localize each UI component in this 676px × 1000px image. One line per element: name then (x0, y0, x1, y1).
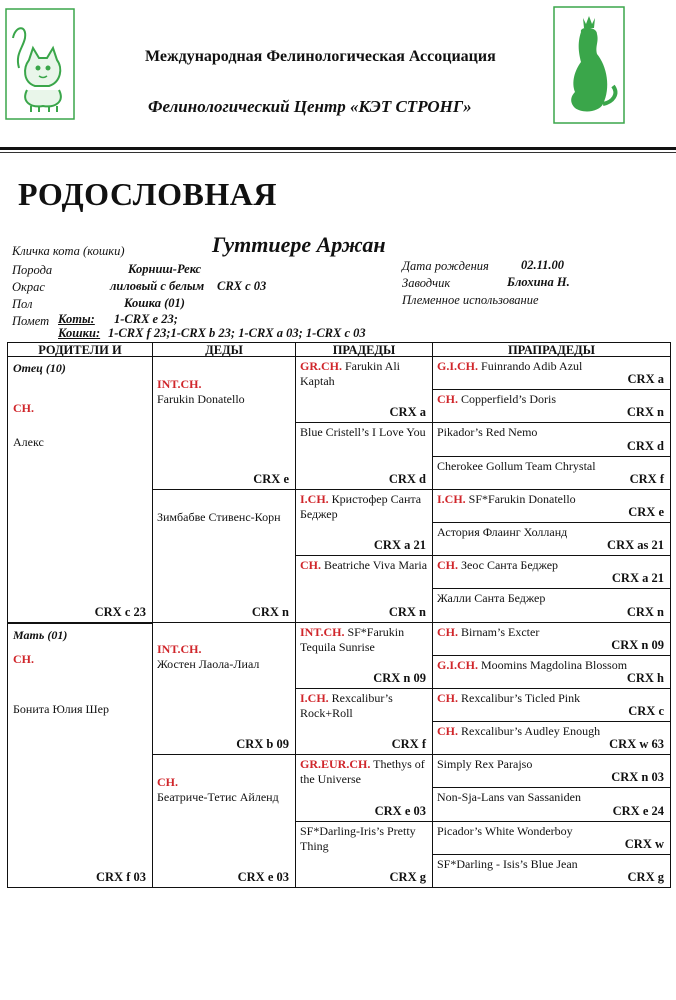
great-great-grandparent-title: G.I.CH. (437, 359, 479, 373)
great-grandparent-text (300, 359, 428, 389)
great-great-grandparent-title: CH. (437, 558, 458, 573)
great-great-grandparent-code: CRX n (626, 604, 664, 619)
grandparent-code: CRX n (251, 604, 289, 619)
grandparent-title: CH. (157, 775, 178, 790)
great-great-grandparent-code: CRX w (624, 836, 664, 851)
great-great-grandparent-cell (432, 555, 671, 589)
breed-value: Корниш-Рекс (128, 262, 202, 276)
great-great-grandparent-cell (432, 422, 671, 456)
great-great-grandparent-name: Birnam’s Excter (461, 624, 540, 639)
color-value: лиловый с белым (110, 279, 205, 293)
grandparent-text (157, 377, 291, 407)
great-grandparent-name: Кристофер Санта Беджер (300, 491, 422, 521)
great-grandparent-code: CRX n 09 (373, 670, 426, 685)
grandparent-title: INT.CH. (157, 642, 202, 657)
great-great-grandparent-code: CRX w 63 (609, 737, 664, 752)
header-divider-thin (0, 152, 676, 153)
litter-males-value: 1-CRX e 23; (114, 312, 178, 326)
grandparent-name: Farukin Donatello (157, 391, 245, 406)
great-great-grandparent-code: CRX e (628, 504, 664, 519)
great-great-grandparent-name: Pikador’s Red Nemo (437, 425, 538, 440)
page-title: РОДОСЛОВНАЯ (18, 176, 277, 212)
great-great-grandparent-name: SF*Farukin Donatello (468, 491, 576, 506)
great-grandparent-name: Thethys of the Universe (300, 757, 425, 787)
great-grandparent-cell (295, 422, 433, 489)
parent-name: Алекс (13, 435, 44, 449)
grandparent-cell (152, 754, 296, 888)
great-great-grandparent-code: CRX c (628, 704, 664, 719)
great-grandparent-cell (295, 622, 433, 689)
great-grandparent-cell (295, 821, 433, 888)
great-great-grandparent-code: CRX n 03 (611, 770, 664, 785)
grandparent-code: CRX b 09 (236, 737, 289, 752)
grandparent-cell (152, 489, 296, 623)
great-great-grandparent-cell (432, 489, 671, 523)
great-great-grandparent-title: CH. (437, 690, 458, 705)
great-grandparent-code: CRX a 21 (373, 538, 426, 553)
grandparent-code: CRX e (253, 471, 289, 486)
parent-name: Бонита Юлия Шер (13, 701, 109, 716)
great-great-grandparent-code: CRX e 24 (612, 803, 664, 818)
great-great-grandparent-code: CRX as 21 (607, 538, 664, 553)
great-great-grandparent-code: CRX n 09 (611, 637, 664, 652)
organization-name: Международная Фелинологическая Ассоциация (145, 48, 496, 65)
cat-logo-left (5, 8, 75, 120)
great-great-grandparent-cell (432, 754, 671, 788)
great-great-grandparent-code: CRX f (629, 471, 664, 486)
great-grandparent-title: I.CH. (300, 690, 329, 705)
great-great-grandparent-cell (432, 821, 671, 855)
great-grandparent-cell (295, 688, 433, 755)
grandparent-text (157, 510, 291, 525)
great-great-grandparent-code: CRX a (627, 372, 664, 387)
breeder-value: Блохина Н. (507, 275, 570, 289)
great-great-grandparent-name: Simply Rex Parajso (437, 757, 533, 772)
litter-females-value: 1-CRX f 23;1-CRX b 23; 1-CRX a 03; 1-CRX c 03 (108, 326, 366, 340)
color-code: CRX c 03 (217, 279, 267, 293)
column-header: ДЕДЫ (152, 342, 296, 357)
great-grandparent-cell (295, 489, 433, 556)
great-grandparent-cell (295, 555, 433, 622)
header-divider (0, 147, 676, 150)
great-grandparent-cell (295, 356, 433, 423)
great-great-grandparent-cell (432, 456, 671, 490)
litter-males-label: Коты: (58, 312, 95, 326)
great-great-grandparent-name: Non-Sja-Lans van Sassaniden (437, 790, 581, 805)
center-name: Фелинологический Центр «КЭТ СТРОНГ» (148, 97, 472, 116)
great-great-grandparent-cell (432, 356, 671, 390)
great-great-grandparent-name: Copperfield’s Doris (461, 392, 556, 407)
parent-cell (7, 622, 153, 889)
breeding-use-label: Племенное использование (402, 293, 539, 307)
great-great-grandparent-code: CRX a 21 (611, 571, 664, 586)
great-great-grandparent-title: CH. (437, 392, 458, 407)
litter-label: Помет (12, 314, 50, 328)
great-great-grandparent-name: Астория Флаинг Холланд (437, 524, 568, 539)
breed-label: Порода (12, 263, 53, 277)
great-great-grandparent-name: Rexcalibur’s Audley Enough (461, 724, 601, 739)
great-grandparent-code: CRX g (389, 870, 426, 884)
grandparent-name: Зимбабве Стивенс-Корн (157, 509, 281, 524)
great-grandparent-code: CRX d (388, 471, 426, 486)
great-grandparent-name: Beatriche Viva Maria (324, 558, 428, 573)
great-grandparent-cell (295, 754, 433, 821)
great-great-grandparent-title: G.I.CH. (437, 657, 479, 672)
column-header: ПРАПРАДЕДЫ (432, 342, 671, 357)
great-great-grandparent-name: Rexcalibur’s Ticled Pink (461, 690, 581, 705)
great-great-grandparent-code: CRX g (627, 870, 664, 884)
great-great-grandparent-title: I.CH. (437, 491, 466, 506)
name-label: Кличка кота (кошки) (12, 244, 125, 258)
parent-title: CH. (13, 401, 34, 415)
great-grandparent-title: CH. (300, 558, 321, 573)
great-great-grandparent-cell (432, 522, 671, 556)
great-grandparent-title: INT.CH. (300, 624, 345, 639)
breeder-label: Заводчик (402, 276, 451, 290)
color-label: Окрас (12, 280, 45, 294)
great-great-grandparent-name: Moomins Magdolina Blossom (481, 657, 628, 672)
great-great-grandparent-name: Fuinrando Adib Azul (481, 359, 583, 373)
great-great-grandparent-code: CRX n (626, 405, 664, 420)
column-header: ПРАДЕДЫ (295, 342, 433, 357)
great-grandparent-text (300, 558, 428, 573)
dob-value: 02.11.00 (521, 258, 565, 272)
grandparent-text (157, 642, 291, 672)
cat-name: Гуттиере Аржан (212, 232, 386, 257)
great-great-grandparent-name: Жалли Санта Беджер (437, 591, 546, 606)
great-great-grandparent-title: CH. (437, 624, 458, 639)
great-grandparent-text (300, 757, 428, 787)
great-grandparent-title: GR.EUR.CH. (300, 757, 371, 772)
great-grandparent-name: SF*Darling-Iris’s Pretty Thing (300, 823, 416, 853)
great-grandparent-text (300, 824, 428, 854)
great-grandparent-text (300, 691, 428, 721)
great-great-grandparent-cell (432, 655, 671, 689)
parent-role: Мать (01) (13, 627, 68, 642)
great-great-grandparent-name: Cherokee Gollum Team Chrystal (437, 458, 596, 473)
great-great-grandparent-code: CRX d (626, 438, 664, 453)
great-great-grandparent-name: Зеос Санта Беджер (461, 558, 559, 573)
sex-value: Кошка (01) (124, 296, 185, 310)
dob-label: Дата рождения (402, 259, 489, 273)
great-great-grandparent-name: SF*Darling - Isis’s Blue Jean (437, 856, 578, 871)
grandparent-cell (152, 356, 296, 490)
grandparent-code: CRX e 03 (237, 870, 289, 884)
pedigree-table (7, 342, 670, 887)
great-grandparent-text (300, 625, 428, 655)
litter-females-label: Кошки: (58, 326, 101, 340)
grandparent-cell (152, 622, 296, 756)
great-grandparent-name: Blue Cristell’s I Love You (300, 425, 426, 440)
great-grandparent-text (300, 425, 428, 440)
grandparent-name: Беатриче-Тетис Айленд (157, 790, 279, 805)
cat-silhouette-logo-right (553, 6, 625, 124)
great-great-grandparent-cell (432, 854, 671, 888)
parent-code: CRX c 23 (94, 604, 146, 619)
great-great-grandparent-cell (432, 588, 671, 622)
parent-role: Отец (10) (13, 361, 66, 375)
great-grandparent-name: Rexcalibur’s Rock+Roll (300, 690, 393, 720)
great-grandparent-code: CRX f (391, 737, 426, 752)
column-header: РОДИТЕЛИ И (7, 342, 153, 357)
great-grandparent-title: I.CH. (300, 491, 329, 506)
great-grandparent-text (300, 492, 428, 522)
great-grandparent-title: GR.CH. (300, 359, 342, 373)
great-great-grandparent-code: CRX h (626, 670, 664, 685)
great-great-grandparent-name: Picador’s White Wonderboy (437, 823, 573, 838)
great-great-grandparent-cell (432, 721, 671, 755)
great-grandparent-name: Farukin Ali Kaptah (300, 359, 401, 388)
great-great-grandparent-cell (432, 688, 671, 722)
grandparent-title: INT.CH. (157, 376, 202, 391)
great-grandparent-name: SF*Farukin Tequila Sunrise (300, 624, 405, 654)
great-great-grandparent-cell (432, 622, 671, 656)
great-grandparent-code: CRX n (388, 604, 426, 619)
great-great-grandparent-cell (432, 787, 671, 821)
grandparent-text (157, 775, 291, 805)
great-great-grandparent-cell (432, 389, 671, 423)
great-grandparent-code: CRX a (389, 405, 426, 420)
parent-code: CRX f 03 (96, 870, 146, 884)
sex-label: Пол (12, 297, 33, 311)
great-grandparent-code: CRX e 03 (374, 803, 426, 818)
great-great-grandparent-title: CH. (437, 724, 458, 739)
grandparent-name: Жостен Лаола-Лиал (157, 657, 260, 672)
parent-title: CH. (13, 651, 34, 666)
parent-cell (7, 356, 153, 623)
